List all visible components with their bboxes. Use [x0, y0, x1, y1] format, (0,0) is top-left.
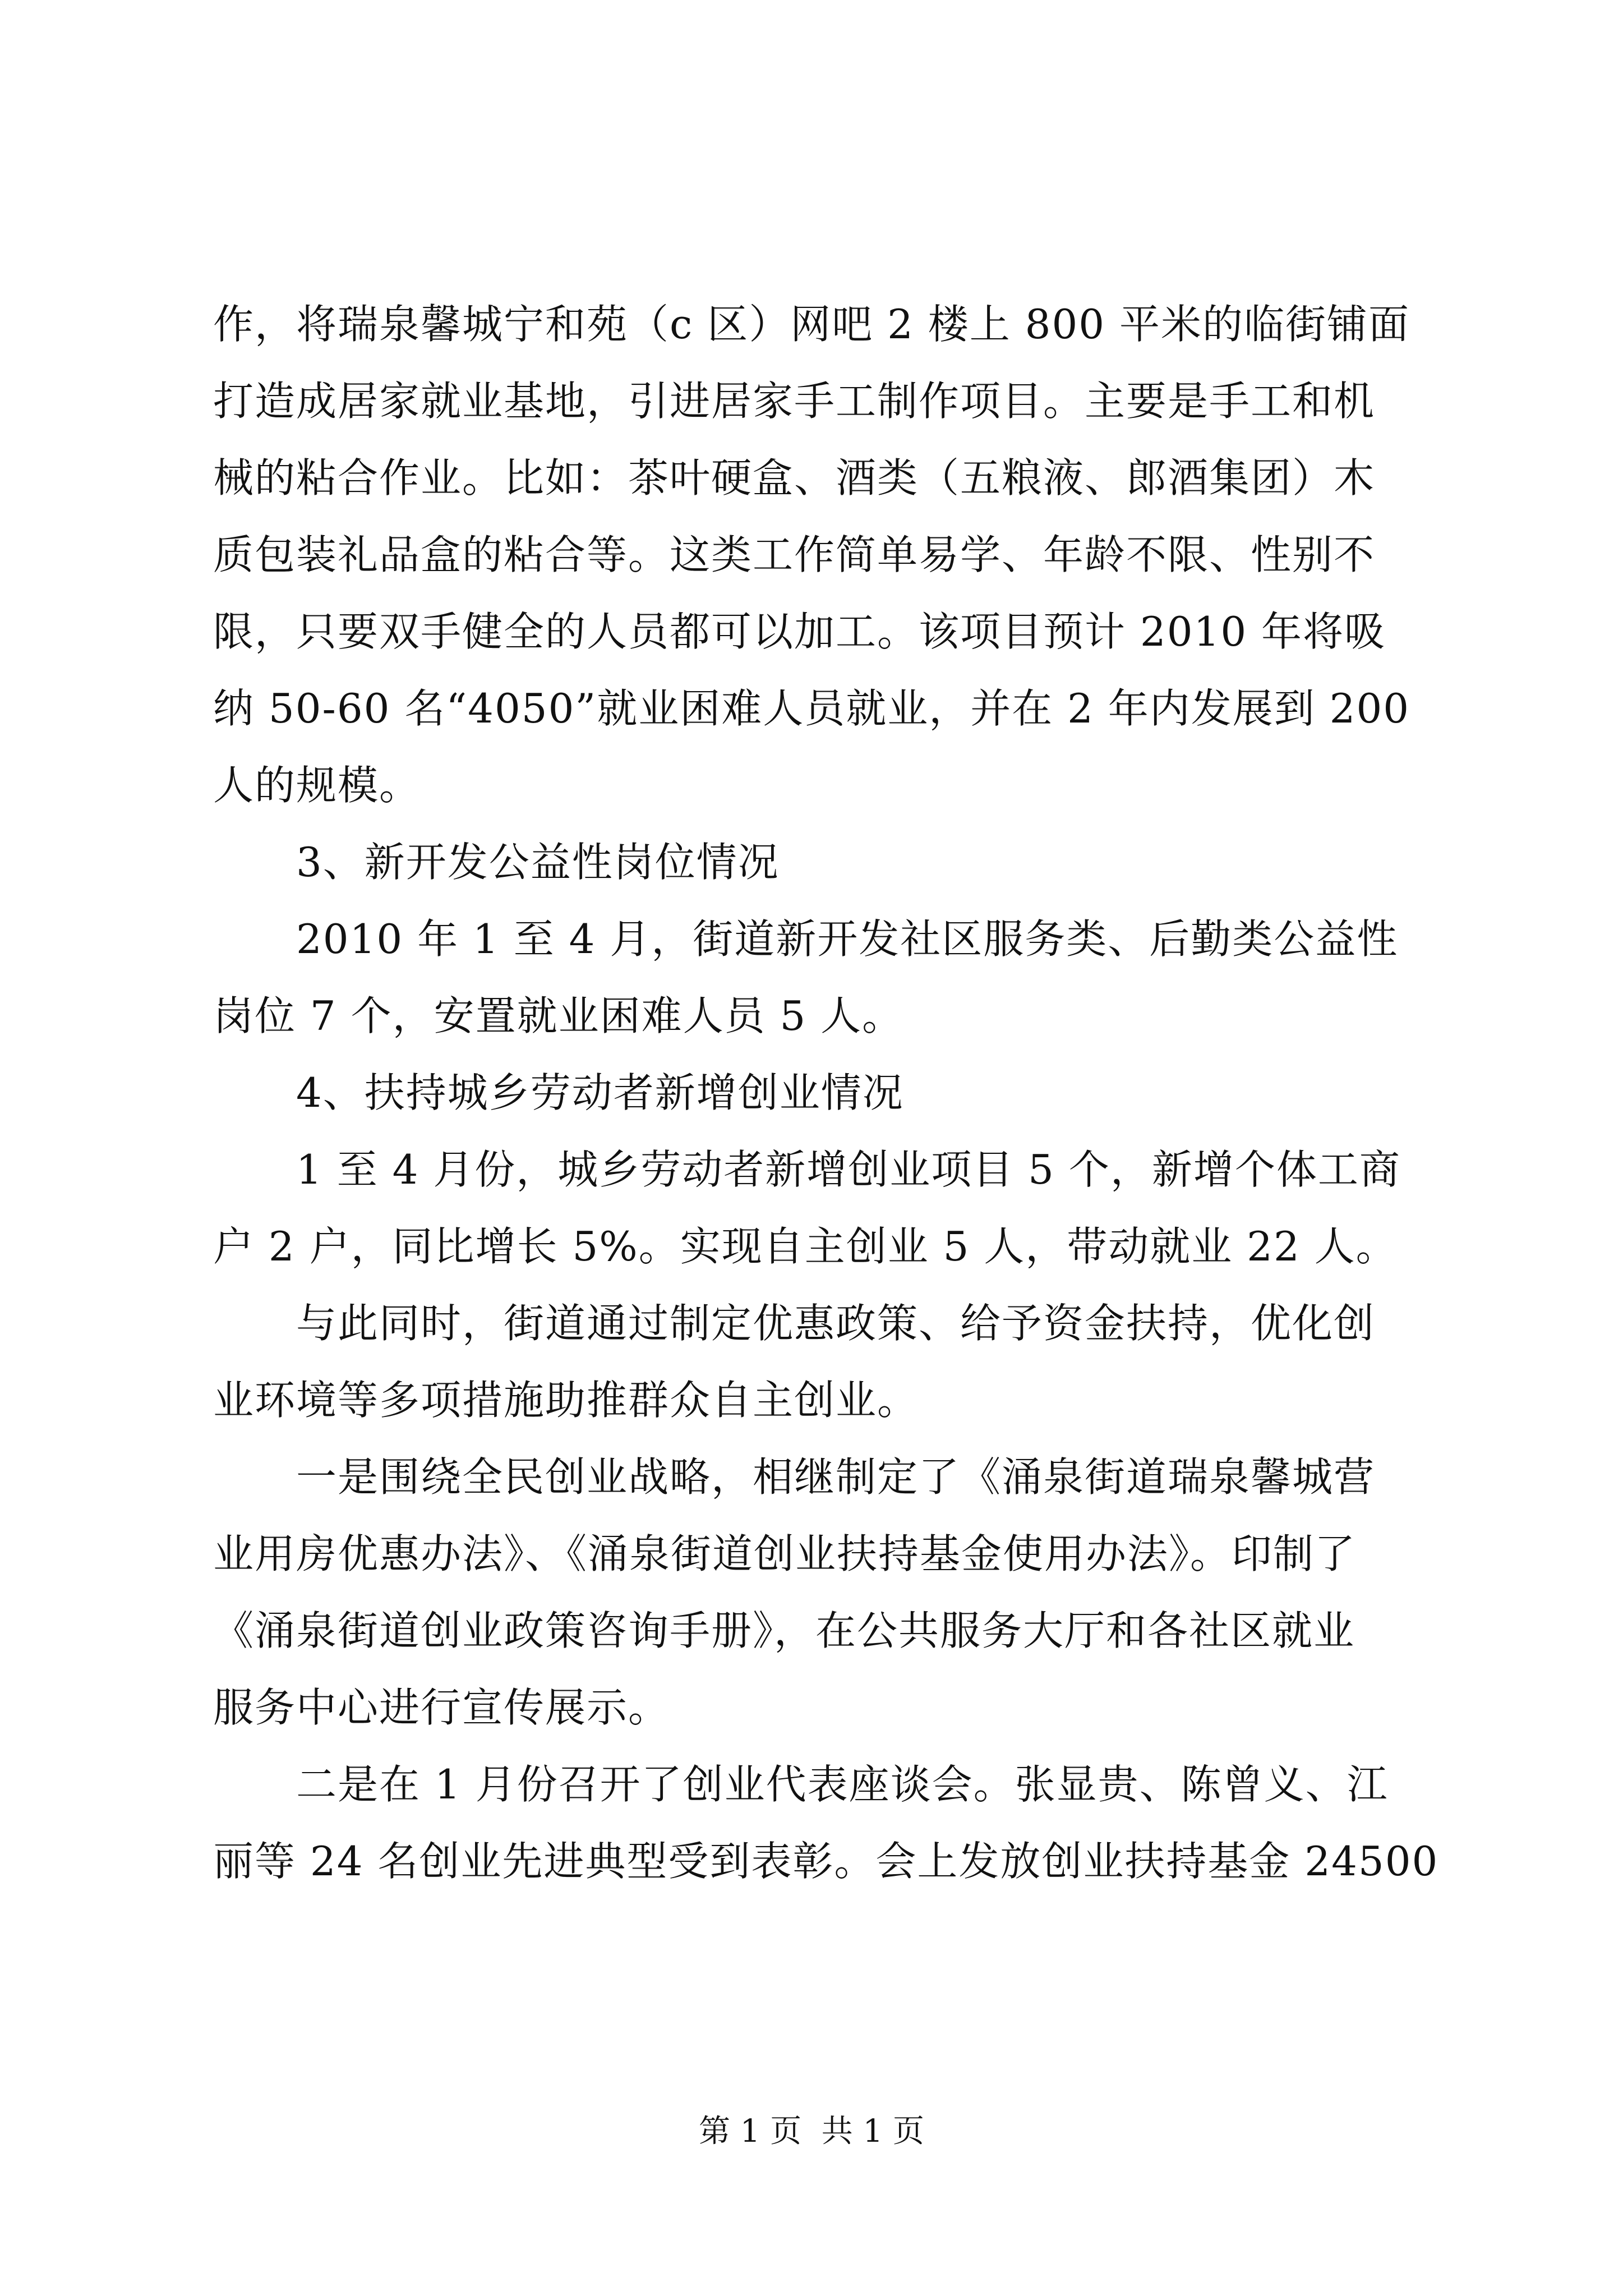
- text-line: 《涌泉街道创业政策咨询手册》，在公共服务大厅和各社区就业: [213, 1607, 1355, 1654]
- text-line: 人的规模。: [213, 762, 421, 809]
- document-body: [213, 286, 1439, 1900]
- paragraph-start: 2010 年 1 至 4 月，街道新开发社区服务类、后勤类公益性: [296, 915, 1399, 963]
- text-line: 纳 50-60 名“4050”就业困难人员就业，并在 2 年内发展到 200: [213, 685, 1410, 732]
- paragraph-start: 二是在 1 月份召开了创业代表座谈会。张显贵、陈曾义、江: [296, 1761, 1389, 1808]
- section-heading: 3、新开发公益性岗位情况: [296, 839, 780, 886]
- text-line: 服务中心进行宣传展示。: [213, 1684, 670, 1731]
- text-line: 作，将瑞泉馨城宁和苑（c 区）网吧 2 楼上 800 平米的临街铺面: [213, 301, 1410, 348]
- paragraph-start: 与此同时，街道通过制定优惠政策、给予资金扶持，优化创: [296, 1300, 1376, 1347]
- text-line: 丽等 24 名创业先进典型受到表彰。会上发放创业扶持基金 24500: [213, 1838, 1439, 1885]
- text-line: 质包装礼品盒的粘合等。这类工作简单易学、年龄不限、性别不: [213, 531, 1376, 578]
- text-line: 业环境等多项措施助推群众自主创业。: [213, 1377, 919, 1424]
- text-line: 业用房优惠办法》、《涌泉街道创业扶持基金使用办法》。印制了: [213, 1530, 1357, 1577]
- section-heading: 4、扶持城乡劳动者新增创业情况: [296, 1069, 904, 1116]
- text-line: 户 2 户，同比增长 5%。实现自主创业 5 人，带动就业 22 人。: [213, 1223, 1398, 1270]
- text-line: 岗位 7 个，安置就业困难人员 5 人。: [213, 992, 904, 1039]
- paragraph-start: 1 至 4 月份，城乡劳动者新增创业项目 5 个，新增个体工商: [296, 1146, 1401, 1193]
- page-number-footer: 第 1 页 共 1 页: [698, 2113, 925, 2150]
- text-line: 打造成居家就业基地，引进居家手工制作项目。主要是手工和机: [213, 378, 1376, 425]
- paragraph-start: 一是围绕全民创业战略，相继制定了《涌泉街道瑞泉馨城营: [296, 1453, 1376, 1501]
- text-line: 限，只要双手健全的人员都可以加工。该项目预计 2010 年将吸: [213, 608, 1386, 655]
- text-line: 械的粘合作业。比如：茶叶硬盒、酒类（五粮液、郎酒集团）木: [213, 454, 1376, 501]
